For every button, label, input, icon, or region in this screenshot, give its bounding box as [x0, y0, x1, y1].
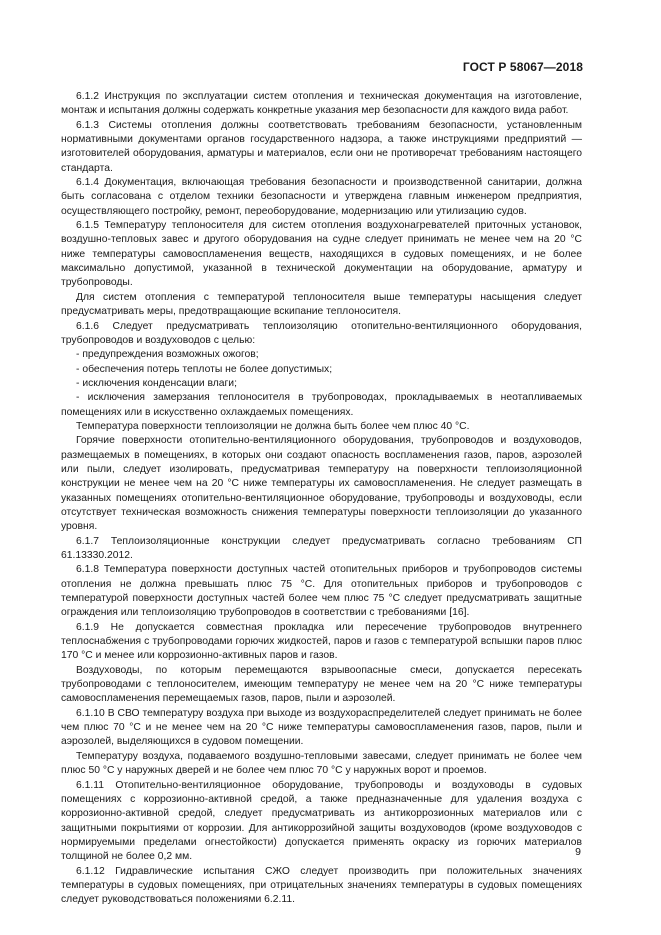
clause-6-1-7: 6.1.7 Теплоизоляционные конструкции следует предусматривать согласно требованиям СП 61.13330.2012.	[61, 535, 582, 561]
list-item: - предупреждения возможных ожогов;	[76, 349, 259, 361]
clause-6-1-2: 6.1.2 Инструкция по эксплуатации систем отопления и техническая документация на изготовление, монтаж и испытания должны содержать конкретные указания мер безопасности для каждого вида работ.	[61, 91, 582, 117]
paragraph-boiling-prevention: Для систем отопления с температурой теплоносителя выше температуры насыщения следует предусматривать меры, предотвращающие вскипание теплоносителя.	[61, 291, 582, 318]
list-item: - обеспечения потерь теплоты не более допустимых;	[76, 363, 333, 375]
clause-6-1-8: 6.1.8 Температура поверхности доступных частей отопительных приборов и трубопроводов системы отопления не должна превышать плюс 75 °С. Для отопительных приборов и трубопроводов с температурой поверхности доступных частей более чем плюс 75 °С следует предусматривать защитные ограждения или теплоизоляцию трубопроводов в соответствии с требованиями [16].	[61, 564, 582, 619]
page-number: 9	[575, 846, 581, 858]
list-item: - исключения конденсации влаги;	[76, 377, 237, 389]
paragraph-hot-surfaces: Горячие поверхности отопительно-вентиляционного оборудования, трубопроводов и воздуховодов, размещаемых в помещениях, в которых они создают опасность воспламенения газов, паров, аэрозолей или пыли, следует изолировать, предусматривая температуру на поверхности теплоизоляционной конструкции не менее чем на 20 °С ниже температуры их самовоспламенения. Не следует размещать в указанных помещениях отопительно-вентиляционное оборудование, трубопроводы и воздуховоды, если отсутствует техническая возможность снижения температуры поверхности теплоизоляции до указанного уровня.	[61, 435, 582, 533]
clause-6-1-12: 6.1.12 Гидравлические испытания СЖО следует производить при положительных значениях температуры в судовых помещениях, при отрицательных значениях температуры в судовых помещениях следует руководствоваться положениями 6.2.11.	[61, 865, 582, 906]
clause-6-1-11: 6.1.11 Отопительно-вентиляционное оборудование, трубопроводы и воздуховоды в судовых помещениях с коррозионно-активной средой, а также предназначенные для удаления воздуха с коррозионно-активной средой, следует предусматривать из антикоррозионных материалов или с защитными покрытиями от коррозии. Для антикоррозийной защиты воздуховодов (кроме воздуховодов с нормируемыми пределами огнестойкости) допускается применять окраску из горючих материалов толщиной не более 0,2 мм.	[61, 779, 582, 863]
paragraph-explosive-mixtures: Воздуховоды, по которым перемещаются взрывоопасные смеси, допускается пересекать трубопроводами с теплоносителем, имеющим температуру не менее чем на 20 °С ниже температуры самовоспламенения перемещаемых газов, паров, пыли и аэрозолей.	[61, 664, 582, 705]
body-text	[61, 90, 582, 908]
list-item: - исключения замерзания теплоносителя в трубопроводах, прокладываемых в неотапливаемых помещениях или в искусственно охлаждаемых помещениях.	[61, 392, 582, 418]
clause-6-1-10: 6.1.10 В СВО температуру воздуха при выходе из воздухораспределителей следует принимать не более чем плюс 70 °С и не менее чем на 20 °С ниже температуры самовоспламенения газов, паров, пыли и аэрозолей, выделяющихся в судовом помещении.	[61, 707, 582, 748]
paragraph-air-curtains: Температуру воздуха, подаваемого воздушно-тепловыми завесами, следует принимать не более чем плюс 50 °С у наружных дверей и не более чем плюс 70 °С у наружных ворот и проемов.	[61, 750, 582, 777]
insulation-purposes-list	[61, 348, 582, 420]
clause-6-1-5: 6.1.5 Температуру теплоносителя для систем отопления воздухонагревателей приточных установок, воздушно-тепловых завес и другого оборудования на судне следует принимать не менее чем на 20 °С ниже температуры самовоспламенения веществ, находящихся в судовых помещениях, и не более максимально допустимой, указанной в технической документации на оборудование, арматуру и трубопроводы.	[61, 220, 582, 289]
clause-6-1-3: 6.1.3 Системы отопления должны соответствовать требованиям безопасности, установленным нормативными документами органов государственного надзора, а также инструкциями предприятий — изготовителей оборудования, арматуры и материалов, если они не противоречат требованиям настоящего стандарта.	[61, 119, 582, 174]
clause-6-1-6: 6.1.6 Следует предусматривать теплоизоляцию отопительно-вентиляционного оборудования, трубопроводов и воздуховодов с целью:	[61, 320, 582, 346]
standard-designation: ГОСТ Р 58067—2018	[462, 60, 583, 74]
clause-6-1-4: 6.1.4 Документация, включающая требования безопасности и производственной санитарии, должна быть согласована с отделом техники безопасности и утверждена главным инженером предприятия, осуществляющего постройку, ремонт, переоборудование, модернизацию или утилизацию судов.	[61, 177, 582, 217]
clause-6-1-9: 6.1.9 Не допускается совместная прокладка или пересечение трубопроводов внутреннего теплоснабжения с трубопроводами горючих жидкостей, паров и газов с температурой вспышки паров плюс 170 °С и менее или коррозионно-активных паров и газов.	[61, 621, 582, 662]
paragraph-surface-temperature: Температура поверхности теплоизоляции не должна быть более чем плюс 40 °С.	[76, 420, 470, 432]
